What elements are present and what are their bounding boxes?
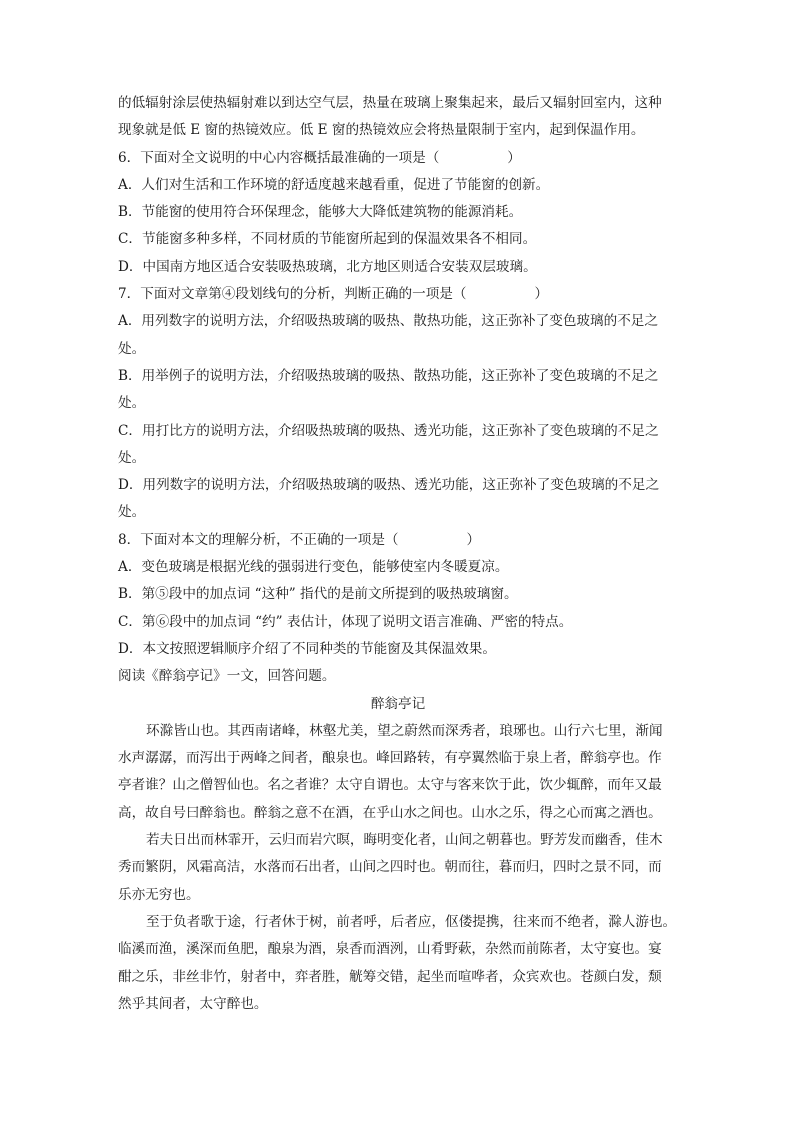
- text-line: 7．下面对文章第④段划线句的分析，判断正确的一项是（ ）: [118, 286, 549, 303]
- text-line: 的低辐射涂层使热辐射难以到达空气层，热量在玻璃上聚集起来，最后又辐射回室内，这种: [118, 95, 662, 111]
- text-line: 环滁皆山也。其西南诸峰，林壑尤美，望之蔚然而深秀者，琅琊也。山行六七里，渐闻: [146, 722, 663, 739]
- text-line: D．本文按照逻辑顺序介绍了不同种类的节能窗及其保温效果。: [118, 640, 496, 657]
- text-line: C．第⑥段中的加点词 “约” 表估计，体现了说明文语言准确、严密的特点。: [118, 613, 573, 630]
- text-line: 水声潺潺，而泻出于两峰之间者，酿泉也。峰回路转，有亭翼然临于泉上者，醉翁亭也。作: [118, 750, 662, 767]
- text-line: 处。: [118, 395, 146, 412]
- text-line: 临溪而渔，溪深而鱼肥，酿泉为酒，泉香而酒洌，山肴野蔌，杂然而前陈者，太守宴也。宴: [118, 941, 662, 958]
- text-line: 处。: [118, 340, 146, 357]
- text-line: 秀而繁阴，风霜高洁，水落而石出者，山间之四时也。朝而往，暮而归，四时之景不同，而: [118, 859, 662, 876]
- text-line: A．用列数字的说明方法，介绍吸热玻璃的吸热、散热功能，这正弥补了变色玻璃的不足之: [118, 313, 658, 330]
- text-line: B．节能窗的使用符合环保理念，能够大大降低建筑物的能源消耗。: [118, 204, 523, 221]
- text-line: 然乎其间者，太守醉也。: [118, 995, 268, 1012]
- text-line: 处。: [118, 449, 146, 466]
- text-line: B．第⑤段中的加点词 “这种” 指代的是前文所提到的吸热玻璃窗。: [118, 586, 518, 603]
- text-line: 阅读《醉翁亭记》一文，回答问题。: [118, 668, 336, 685]
- passage-title: 醉翁亭记: [370, 695, 426, 712]
- text-line: D．中国南方地区适合安装吸热玻璃，北方地区则适合安装双层玻璃。: [118, 258, 537, 275]
- text-line: 至于负者歌于途，行者休于树，前者呼，后者应，伛偻提携，往来而不绝者，滁人游也。: [146, 913, 677, 930]
- text-line: 若夫日出而林霏开，云归而岩穴暝，晦明变化者，山间之朝暮也。野芳发而幽香，佳木: [146, 832, 663, 849]
- text-line: D．用列数字的说明方法，介绍吸热玻璃的吸热、透光功能，这正弥补了变色玻璃的不足之: [118, 477, 660, 494]
- text-line: 现象就是低 E 窗的热镜效应。低 E 窗的热镜效应会将热量限制于室内，起到保温作用。: [118, 122, 645, 139]
- text-line: 8．下面对本文的理解分析，不正确的一项是（ ）: [118, 531, 481, 548]
- text-line: C．用打比方的说明方法，介绍吸热玻璃的吸热、透光功能，这正弥补了变色玻璃的不足之: [118, 422, 659, 439]
- text-line: A．变色玻璃是根据光线的强弱进行变色，能够使室内冬暖夏凉。: [118, 559, 509, 576]
- text-line: C．节能窗多种多样，不同材质的节能窗所起到的保温效果各不相同。: [118, 231, 537, 248]
- text-line: 高，故自号曰醉翁也。醉翁之意不在酒，在乎山水之间也。山水之乐，得之心而寓之酒也。: [118, 804, 662, 821]
- text-line: 酣之乐，非丝非竹，射者中，弈者胜，觥筹交错，起坐而喧哗者，众宾欢也。苍颜白发，颓: [118, 968, 662, 985]
- text-line: 乐亦无穷也。: [118, 886, 200, 903]
- text-line: 处。: [118, 504, 146, 521]
- document-body: [118, 90, 678, 1018]
- text-line: A．人们对生活和工作环境的舒适度越来越看重，促进了节能窗的创新。: [118, 176, 550, 193]
- text-line: 亭者谁？山之僧智仙也。名之者谁？太守自谓也。太守与客来饮于此，饮少辄醉，而年又最: [118, 777, 662, 794]
- text-line: 6．下面对全文说明的中心内容概括最准确的一项是（ ）: [118, 149, 521, 166]
- text-line: B．用举例子的说明方法，介绍吸热玻璃的吸热、散热功能，这正弥补了变色玻璃的不足之: [118, 367, 659, 384]
